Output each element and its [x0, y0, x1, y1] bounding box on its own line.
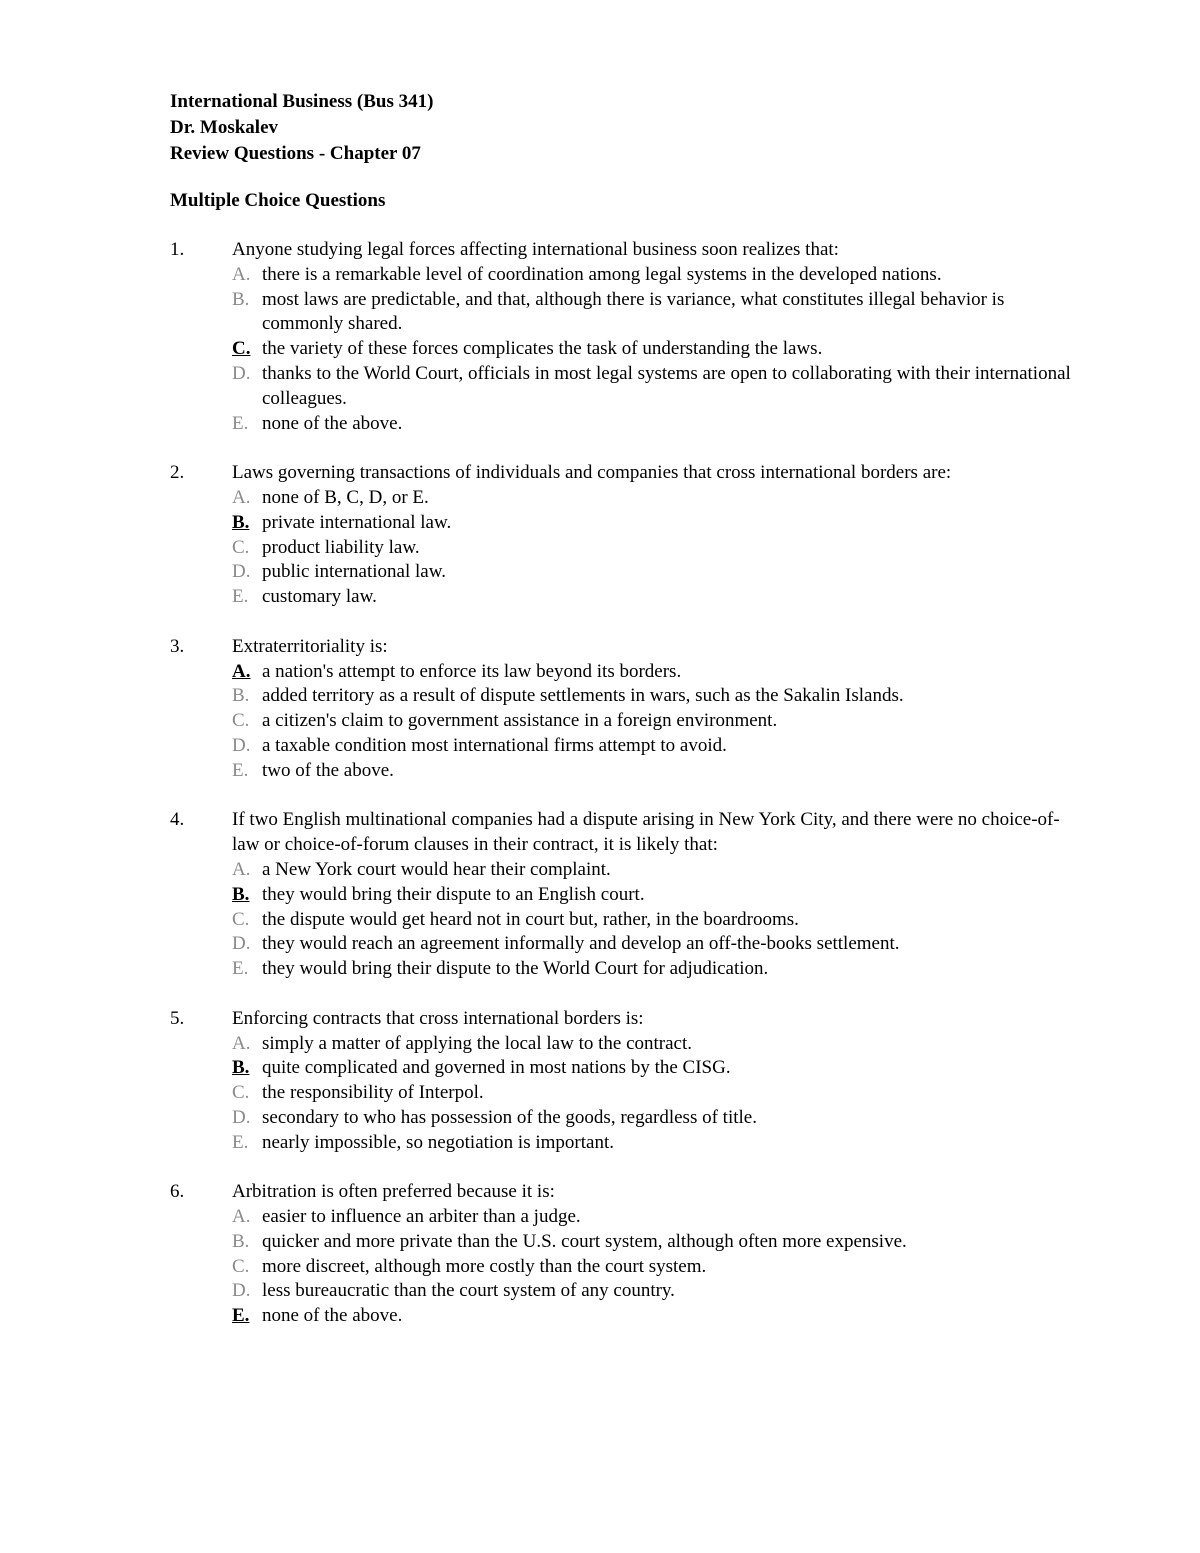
document-title: Review Questions - Chapter 07 [170, 143, 421, 164]
choice-text: more discreet, although more costly than the court system. [262, 1255, 707, 1277]
answer-choice [232, 1081, 1072, 1106]
question-number: 5. [170, 1007, 185, 1029]
document-header [170, 89, 433, 167]
choice-text: none of B, C, D, or E. [262, 486, 429, 508]
answer-choice [232, 883, 1072, 908]
answer-choice [232, 1230, 1072, 1255]
choice-text: they would bring their dispute to an English court. [262, 883, 645, 905]
choice-text: quicker and more private than the U.S. court system, although often more expensive. [262, 1230, 907, 1252]
course-title: International Business (Bus 341) [170, 91, 434, 112]
choice-letter: B. [232, 288, 250, 310]
choice-letter: A. [232, 263, 251, 285]
choice-letter: D. [232, 933, 251, 955]
answer-choice [232, 560, 1072, 585]
choice-text: customary law. [262, 586, 377, 608]
choice-text: secondary to who has possession of the goods, regardless of title. [262, 1106, 757, 1128]
answer-choice [232, 1255, 1072, 1280]
choice-letter: E. [232, 586, 249, 608]
answer-choice [232, 337, 1072, 362]
question-item [170, 238, 1070, 436]
choice-text: none of the above. [262, 412, 403, 434]
choice-text: easier to influence an arbiter than a judge. [262, 1206, 581, 1228]
choice-text: nearly impossible, so negotiation is important. [262, 1131, 614, 1153]
answer-choice [232, 660, 1072, 685]
choice-text: two of the above. [262, 759, 394, 781]
question-body [232, 1180, 1070, 1329]
question-number: 2. [170, 462, 185, 484]
choice-letter: A. [232, 486, 251, 508]
choice-letter: E. [232, 1131, 249, 1153]
answer-choice [232, 734, 1072, 759]
answer-choice [232, 1056, 1072, 1081]
answer-choice [232, 1032, 1072, 1057]
choice-text: simply a matter of applying the local law to the contract. [262, 1032, 693, 1054]
question-item [170, 635, 1070, 784]
choice-letter: D. [232, 362, 251, 384]
choice-text: a taxable condition most international firms attempt to avoid. [262, 734, 727, 756]
answer-choice [232, 684, 1072, 709]
choice-letter: E. [232, 412, 249, 434]
section-title: Multiple Choice Questions [170, 190, 386, 211]
choice-text: quite complicated and governed in most nations by the CISG. [262, 1057, 731, 1079]
question-body [232, 635, 1070, 784]
answer-choice [232, 362, 1072, 412]
question-stem: If two English multinational companies had a dispute arising in New York City, and there were no choice-of-law or choice-of-forum clauses in their contract, it is likely that: [232, 809, 1060, 856]
choice-letter: E. [232, 759, 249, 781]
choice-letter: C. [232, 908, 250, 930]
choice-text: a nation's attempt to enforce its law beyond its borders. [262, 660, 682, 682]
instructor-name: Dr. Moskalev [170, 117, 279, 138]
question-body [232, 1007, 1070, 1156]
answer-choice [232, 486, 1072, 511]
choice-text: private international law. [262, 511, 452, 533]
answer-choice [232, 1131, 1072, 1156]
question-body [232, 461, 1070, 610]
choice-text: they would reach an agreement informally and develop an off-the-books settlement. [262, 933, 900, 955]
choice-text: less bureaucratic than the court system of any country. [262, 1280, 675, 1302]
answer-choice [232, 957, 1072, 982]
answer-choice [232, 858, 1072, 883]
question-item [170, 1180, 1070, 1329]
answer-choice [232, 263, 1072, 288]
choice-text: product liability law. [262, 536, 420, 558]
question-item [170, 461, 1070, 610]
choice-text: the variety of these forces complicates the task of understanding the laws. [262, 338, 823, 360]
question-number: 1. [170, 239, 185, 260]
question-body [232, 238, 1070, 436]
answer-choice [232, 1279, 1072, 1304]
question-stem: Enforcing contracts that cross international borders is: [232, 1007, 644, 1029]
answer-choice [232, 759, 1072, 784]
choice-letter: A. [232, 1206, 251, 1228]
answer-choice [232, 585, 1072, 610]
question-stem: Anyone studying legal forces affecting international business soon realizes that: [232, 239, 839, 260]
correct-answer-letter: E. [232, 1305, 250, 1327]
question-number: 6. [170, 1181, 185, 1203]
choice-text: none of the above. [262, 1305, 403, 1327]
choice-letter: B. [232, 685, 250, 707]
question-number: 3. [170, 635, 185, 657]
answer-choice [232, 1205, 1072, 1230]
choice-letter: A. [232, 858, 251, 880]
question-list [170, 238, 1070, 1354]
choice-text: thanks to the World Court, officials in most legal systems are open to collaborating with their international colleagues. [262, 362, 1071, 409]
correct-answer-letter: B. [232, 511, 250, 533]
choice-text: they would bring their dispute to the World Court for adjudication. [262, 958, 769, 980]
choice-letter: D. [232, 1106, 251, 1128]
answer-choice [232, 288, 1072, 338]
answer-choice [232, 412, 1072, 437]
answer-choice [232, 511, 1072, 536]
answer-choice [232, 1304, 1072, 1329]
correct-answer-letter: B. [232, 1057, 250, 1079]
question-stem: Laws governing transactions of individuals and companies that cross international borders are: [232, 462, 952, 484]
choice-text: there is a remarkable level of coordination among legal systems in the developed nations. [262, 263, 942, 285]
choice-letter: C. [232, 536, 250, 558]
choice-letter: A. [232, 1032, 251, 1054]
question-stem: Arbitration is often preferred because it is: [232, 1181, 555, 1203]
choice-text: the responsibility of Interpol. [262, 1082, 484, 1104]
question-stem: Extraterritoriality is: [232, 635, 388, 657]
choice-letter: C. [232, 710, 250, 732]
choice-letter: D. [232, 561, 251, 583]
choice-text: public international law. [262, 561, 446, 583]
choice-letter: B. [232, 1230, 250, 1252]
answer-choice [232, 1106, 1072, 1131]
correct-answer-letter: C. [232, 338, 251, 360]
answer-choice [232, 709, 1072, 734]
choice-text: added territory as a result of dispute settlements in wars, such as the Sakalin Islands. [262, 685, 904, 707]
answer-choice [232, 932, 1072, 957]
question-item [170, 1007, 1070, 1156]
choice-letter: D. [232, 1280, 251, 1302]
answer-choice [232, 908, 1072, 933]
choice-text: most laws are predictable, and that, although there is variance, what constitutes illegal behavior is commonly shared. [262, 288, 1005, 335]
choice-text: a New York court would hear their complaint. [262, 858, 611, 880]
choice-text: a citizen's claim to government assistance in a foreign environment. [262, 710, 778, 732]
choice-text: the dispute would get heard not in court but, rather, in the boardrooms. [262, 908, 799, 930]
answer-choice [232, 536, 1072, 561]
question-body [232, 808, 1070, 982]
choice-letter: C. [232, 1082, 250, 1104]
question-item [170, 808, 1070, 982]
question-number: 4. [170, 809, 185, 831]
choice-letter: C. [232, 1255, 250, 1277]
correct-answer-letter: B. [232, 883, 250, 905]
correct-answer-letter: A. [232, 660, 251, 682]
choice-letter: E. [232, 958, 249, 980]
choice-letter: D. [232, 734, 251, 756]
